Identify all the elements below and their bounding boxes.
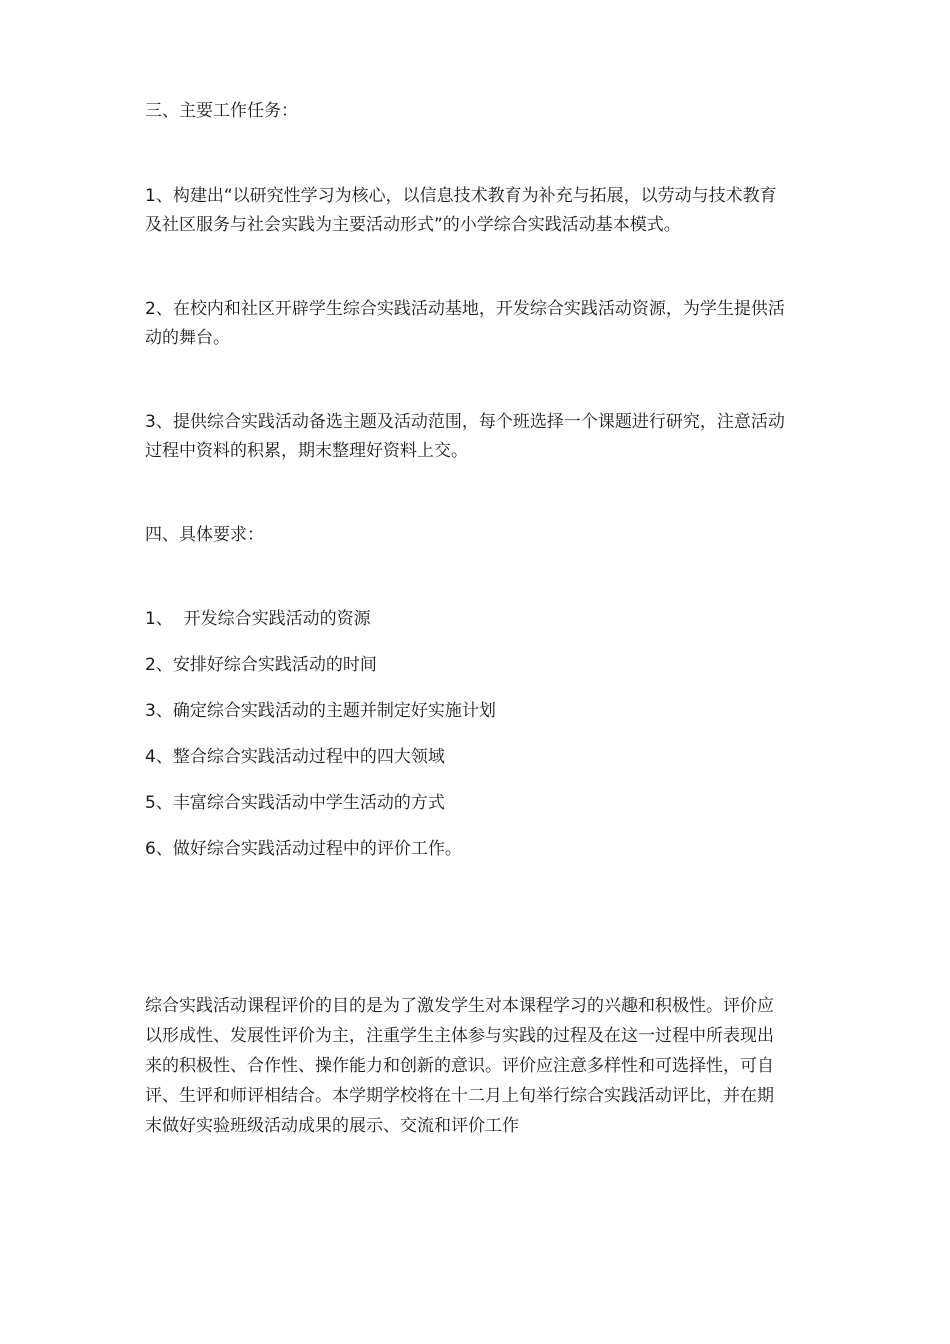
evaluation-line: 末做好实验班级活动成果的展示、交流和评价工作 bbox=[145, 1116, 519, 1136]
requirement-item: 2、安排好综合实践活动的时间 bbox=[145, 655, 377, 675]
evaluation-line: 综合实践活动课程评价的目的是为了激发学生对本课程学习的兴趣和积极性。评价应 bbox=[145, 996, 774, 1016]
evaluation-line: 评、生评和师评相结合。本学期学校将在十二月上旬举行综合实践活动评比，并在期 bbox=[145, 1086, 774, 1106]
evaluation-line: 来的积极性、合作性、操作能力和创新的意识。评价应注意多样性和可选择性，可自 bbox=[145, 1056, 774, 1076]
requirement-item: 4、整合综合实践活动过程中的四大领域 bbox=[145, 747, 445, 767]
evaluation-line: 以形成性、发展性评价为主，注重学生主体参与实践的过程及在这一过程中所表现出 bbox=[145, 1026, 774, 1046]
requirement-item: 5、丰富综合实践活动中学生活动的方式 bbox=[145, 793, 445, 813]
task-1-line-1: 1、构建出“以研究性学习为核心，以信息技术教育为补充与拓展，以劳动与技术教育 bbox=[145, 186, 777, 206]
requirement-item: 6、做好综合实践活动过程中的评价工作。 bbox=[145, 839, 462, 859]
requirement-item: 1、 开发综合实践活动的资源 bbox=[145, 609, 371, 629]
task-3-line-1: 3、提供综合实践活动备选主题及活动范围，每个班选择一个课题进行研究，注意活动 bbox=[145, 412, 785, 432]
task-2-line-2: 动的舞台。 bbox=[145, 328, 230, 348]
section-4-heading: 四、具体要求： bbox=[145, 525, 264, 545]
task-2-line-1: 2、在校内和社区开辟学生综合实践活动基地，开发综合实践活动资源，为学生提供活 bbox=[145, 299, 785, 319]
task-3-line-2: 过程中资料的积累，期末整理好资料上交。 bbox=[145, 441, 468, 461]
requirement-item: 3、确定综合实践活动的主题并制定好实施计划 bbox=[145, 701, 496, 721]
section-3-heading: 三、主要工作任务： bbox=[145, 101, 298, 121]
task-1-line-2: 及社区服务与社会实践为主要活动形式”的小学综合实践活动基本模式。 bbox=[145, 215, 681, 235]
